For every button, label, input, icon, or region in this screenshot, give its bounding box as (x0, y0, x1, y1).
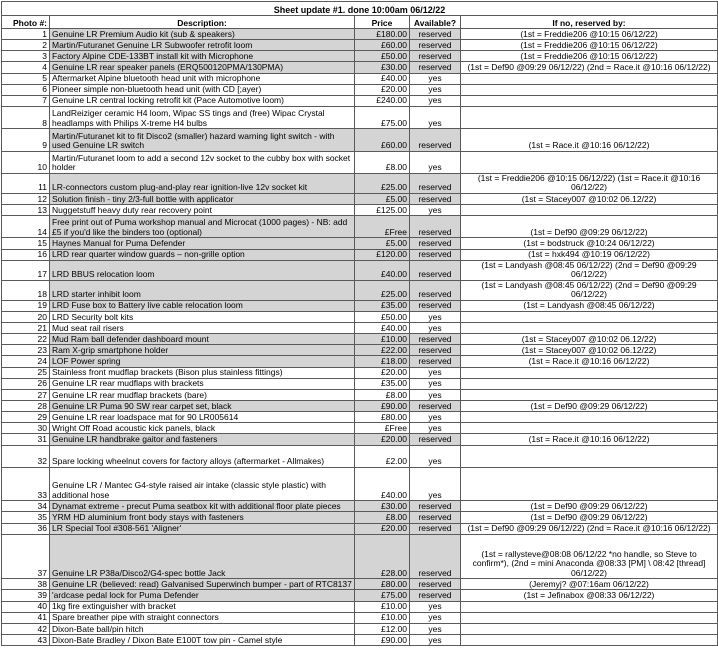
photo-number-cell: 15 (2, 238, 50, 249)
table-row (2, 534, 718, 579)
photo-number-cell: 11 (2, 173, 50, 193)
header-description: Description: (50, 16, 355, 29)
price-cell: £10.00 (355, 612, 410, 623)
description-cell: Martin/Futuranet kit to fit Disco2 (smaller) hazard warning light switch - with used Genuine LR switch (50, 129, 355, 151)
price-cell: £60.00 (355, 129, 410, 151)
photo-number-cell: 34 (2, 501, 50, 512)
reserved-by-cell (461, 612, 718, 623)
description-cell: Genuine LR Puma 90 SW rear carpet set, black (50, 401, 355, 412)
photo-number-cell: 21 (2, 323, 50, 334)
available-cell: yes (410, 151, 461, 173)
reserved-by-cell: (1st = Def90 @09:29 06/12/22) (461, 401, 718, 412)
reserved-by-cell (461, 205, 718, 216)
available-cell: reserved (410, 512, 461, 523)
description-cell: Nuggetstuff heavy duty rear recovery point (50, 205, 355, 216)
reserved-by-cell (461, 106, 718, 128)
photo-number-cell: 43 (2, 635, 50, 646)
available-cell: reserved (410, 590, 461, 601)
table-row (2, 579, 718, 590)
available-cell: reserved (410, 401, 461, 412)
photo-number-cell: 37 (2, 534, 50, 579)
price-cell: £40.00 (355, 467, 410, 500)
table-row (2, 356, 718, 367)
photo-number-cell: 26 (2, 378, 50, 389)
price-cell: £18.00 (355, 356, 410, 367)
description-cell: Spare breather pipe with straight connectors (50, 612, 355, 623)
available-cell: yes (410, 323, 461, 334)
photo-number-cell: 38 (2, 579, 50, 590)
description-cell: Genuine LR rear mudflap brackets (bare) (50, 389, 355, 400)
table-row (2, 590, 718, 601)
description-cell: LOF Power spring (50, 356, 355, 367)
description-cell: Wright Off Road acoustic kick panels, black (50, 423, 355, 434)
description-cell: Dynamat extreme - precut Puma seatbox kit with additional floor plate pieces (50, 501, 355, 512)
available-cell: yes (410, 84, 461, 95)
description-cell: Pioneer simple non-bluetooth head unit (with CD [;ayer) (50, 84, 355, 95)
price-cell: £75.00 (355, 106, 410, 128)
description-cell: Mud Ram ball defender dashboard mount (50, 334, 355, 345)
photo-number-cell: 42 (2, 623, 50, 634)
photo-number-cell: 9 (2, 129, 50, 151)
description-cell: LRD BBUS relocation loom (50, 260, 355, 280)
available-cell: yes (410, 412, 461, 423)
reserved-by-cell (461, 73, 718, 84)
table-row (2, 73, 718, 84)
description-cell: Genuine LR rear mudflaps with brackets (50, 378, 355, 389)
table-row (2, 280, 718, 300)
price-cell: £50.00 (355, 51, 410, 62)
reserved-by-cell: (1st = rallysteve@08:08 06/12/22 *no handle, so Steve to confirm*), (2nd = mini Anaconda @08:33 [PM] \ 08:42 [thread] 06/12/22) (461, 534, 718, 579)
table-row (2, 412, 718, 423)
reserved-by-cell: (1st = Def90 @09:29 06/12/22) (2nd = Race.it @10:16 06/12/22) (461, 523, 718, 534)
available-cell: yes (410, 73, 461, 84)
description-cell: LRD Fuse box to Battery live cable relocation loom (50, 300, 355, 311)
available-cell: reserved (410, 334, 461, 345)
table-row (2, 51, 718, 62)
description-cell: Genuine LR rear speaker panels (ERQ500120PMA/130PMA) (50, 62, 355, 73)
description-cell: Martin/Futuranet Genuine LR Subwoofer retrofit loom (50, 40, 355, 51)
price-cell: £20.00 (355, 367, 410, 378)
available-cell: reserved (410, 280, 461, 300)
price-cell: £30.00 (355, 62, 410, 73)
reserved-by-cell (461, 601, 718, 612)
table-row (2, 523, 718, 534)
price-cell: £10.00 (355, 334, 410, 345)
photo-number-cell: 2 (2, 40, 50, 51)
available-cell: yes (410, 378, 461, 389)
price-cell: £120.00 (355, 249, 410, 260)
available-cell: reserved (410, 193, 461, 204)
available-cell: reserved (410, 260, 461, 280)
available-cell: reserved (410, 249, 461, 260)
reserved-by-cell: (1st = Race.it @10:16 06/12/22) (461, 356, 718, 367)
description-cell: Dixon-Bate Bradley / Dixon Bate E100T tow pin - Camel style (50, 635, 355, 646)
price-cell: £180.00 (355, 29, 410, 40)
price-cell: £Free (355, 216, 410, 238)
price-cell: £35.00 (355, 300, 410, 311)
reserved-by-cell: (1st = Landyash @08:45 06/12/22) (2nd = Def90 @09:29 06/12/22) (461, 260, 718, 280)
available-cell: reserved (410, 579, 461, 590)
items-spreadsheet (1, 1, 718, 646)
available-cell: reserved (410, 62, 461, 73)
price-cell: £8.00 (355, 389, 410, 400)
table-row (2, 300, 718, 311)
table-row (2, 84, 718, 95)
price-cell: £125.00 (355, 205, 410, 216)
price-cell: £20.00 (355, 434, 410, 445)
description-cell: Haynes Manual for Puma Defender (50, 238, 355, 249)
price-cell: £5.00 (355, 193, 410, 204)
table-row (2, 378, 718, 389)
description-cell: Genuine LR handbrake gaitor and fasteners (50, 434, 355, 445)
description-cell: LR Special Tool #308-561 'Aligner' (50, 523, 355, 534)
available-cell: reserved (410, 356, 461, 367)
price-cell: £60.00 (355, 40, 410, 51)
photo-number-cell: 5 (2, 73, 50, 84)
reserved-by-cell: (1st = Freddie206 @10:15 06/12/22) (461, 40, 718, 51)
available-cell: yes (410, 445, 461, 467)
reserved-by-cell (461, 445, 718, 467)
table-row (2, 601, 718, 612)
reserved-by-cell: (1st = Def90 @09:29 06/12/22) (461, 512, 718, 523)
reserved-by-cell: (1st = Freddie206 @10:15 06/12/22) (1st = Race.it @10:16 06/12/22) (461, 173, 718, 193)
reserved-by-cell (461, 378, 718, 389)
reserved-by-cell (461, 323, 718, 334)
photo-number-cell: 4 (2, 62, 50, 73)
table-body (2, 29, 718, 646)
reserved-by-cell: (1st = Stacey007 @10:02 06.12/22) (461, 334, 718, 345)
reserved-by-cell (461, 467, 718, 500)
description-cell: LR-connectors custom plug-and-play rear ignition-live 12v socket kit (50, 173, 355, 193)
table-row (2, 260, 718, 280)
reserved-by-cell (461, 389, 718, 400)
photo-number-cell: 10 (2, 151, 50, 173)
reserved-by-cell (461, 412, 718, 423)
table-row (2, 345, 718, 356)
sheet-title: Sheet update #1. done 10:00am 06/12/22 (2, 2, 718, 16)
available-cell: reserved (410, 523, 461, 534)
table-row (2, 193, 718, 204)
available-cell: yes (410, 423, 461, 434)
header-available: Available? (410, 16, 461, 29)
photo-number-cell: 29 (2, 412, 50, 423)
photo-number-cell: 31 (2, 434, 50, 445)
photo-number-cell: 25 (2, 367, 50, 378)
available-cell: reserved (410, 434, 461, 445)
reserved-by-cell (461, 623, 718, 634)
table-row (2, 129, 718, 151)
photo-number-cell: 22 (2, 334, 50, 345)
description-cell: Factory Alpine CDE-133BT install kit with Microphone (50, 51, 355, 62)
reserved-by-cell: (1st = hxk494 @10:19 06/12/22) (461, 249, 718, 260)
available-cell: reserved (410, 534, 461, 579)
description-cell: Dixon-Bate ball/pin hitch (50, 623, 355, 634)
price-cell: £50.00 (355, 311, 410, 322)
price-cell: £Free (355, 423, 410, 434)
price-cell: £12.00 (355, 623, 410, 634)
reserved-by-cell: (1st = Freddie206 @10:15 06/12/22) (461, 51, 718, 62)
price-cell: £25.00 (355, 280, 410, 300)
description-cell: Stainless front mudflap brackets (Bison plus stainless fittings) (50, 367, 355, 378)
header-price: Price (355, 16, 410, 29)
reserved-by-cell (461, 423, 718, 434)
table-row (2, 95, 718, 106)
photo-number-cell: 33 (2, 467, 50, 500)
available-cell: reserved (410, 501, 461, 512)
available-cell: yes (410, 311, 461, 322)
photo-number-cell: 3 (2, 51, 50, 62)
reserved-by-cell: (Jeremyj? @07:16am 06/12/22) (461, 579, 718, 590)
photo-number-cell: 30 (2, 423, 50, 434)
photo-number-cell: 7 (2, 95, 50, 106)
reserved-by-cell: (1st = bodstruck @10:24 06/12/22) (461, 238, 718, 249)
description-cell: Solution finish - tiny 2/3-full bottle with applicator (50, 193, 355, 204)
price-cell: £35.00 (355, 378, 410, 389)
reserved-by-cell: (1st = Freddie206 @10:15 06/12/22) (461, 29, 718, 40)
table-row (2, 635, 718, 646)
description-cell: Spare locking wheelnut covers for factory alloys (aftermarket - Allmakes) (50, 445, 355, 467)
available-cell: yes (410, 106, 461, 128)
photo-number-cell: 24 (2, 356, 50, 367)
table-row (2, 238, 718, 249)
table-row (2, 334, 718, 345)
price-cell: £80.00 (355, 412, 410, 423)
reserved-by-cell (461, 635, 718, 646)
available-cell: yes (410, 601, 461, 612)
reserved-by-cell: (1st = Landyash @08:45 06/12/22) (461, 300, 718, 311)
available-cell: reserved (410, 173, 461, 193)
table-row (2, 434, 718, 445)
description-cell: Aftermarket Alpine bluetooth head unit with microphone (50, 73, 355, 84)
reserved-by-cell (461, 95, 718, 106)
price-cell: £90.00 (355, 401, 410, 412)
table-row (2, 106, 718, 128)
header-row (2, 16, 718, 29)
description-cell: Mud seat rail risers (50, 323, 355, 334)
photo-number-cell: 23 (2, 345, 50, 356)
price-cell: £30.00 (355, 501, 410, 512)
price-cell: £240.00 (355, 95, 410, 106)
table-row (2, 173, 718, 193)
reserved-by-cell: (1st = Stacey007 @10:02 06.12/22) (461, 345, 718, 356)
table-row (2, 323, 718, 334)
photo-number-cell: 17 (2, 260, 50, 280)
description-cell: Martin/Futuranet loom to add a second 12v socket to the cubby box with socket holder (50, 151, 355, 173)
price-cell: £80.00 (355, 579, 410, 590)
table-row (2, 249, 718, 260)
reserved-by-cell (461, 311, 718, 322)
description-cell: Genuine LR (believed: read) Galvanised Superwinch bumper - part of RTC8137 (50, 579, 355, 590)
photo-number-cell: 6 (2, 84, 50, 95)
description-cell: Genuine LR rear loadspace mat for 90 LR005614 (50, 412, 355, 423)
price-cell: £40.00 (355, 73, 410, 84)
available-cell: reserved (410, 216, 461, 238)
table-row (2, 205, 718, 216)
reserved-by-cell: (1st = Jefinabox @08:33 06/12/22) (461, 590, 718, 601)
photo-number-cell: 27 (2, 389, 50, 400)
description-cell: Genuine LR P38a/Disco2/G4-spec bottle Jack (50, 534, 355, 579)
price-cell: £20.00 (355, 84, 410, 95)
price-cell: £2.00 (355, 445, 410, 467)
available-cell: yes (410, 612, 461, 623)
available-cell: reserved (410, 345, 461, 356)
description-cell: Genuine LR / Mantec G4-style raised air intake (classic style plastic) with additional hose (50, 467, 355, 500)
reserved-by-cell: (1st = Race.it @10:16 06/12/22) (461, 129, 718, 151)
photo-number-cell: 1 (2, 29, 50, 40)
available-cell: reserved (410, 51, 461, 62)
table-row (2, 29, 718, 40)
description-cell: Genuine LR Premium Audio kit (sub & speakers) (50, 29, 355, 40)
price-cell: £40.00 (355, 260, 410, 280)
description-cell: LRD starter inhibit loom (50, 280, 355, 300)
description-cell: Genuine LR central locking retrofit kit (Pace Automotive loom) (50, 95, 355, 106)
description-cell: 'ardcase pedal lock for Puma Defender (50, 590, 355, 601)
price-cell: £75.00 (355, 590, 410, 601)
photo-number-cell: 36 (2, 523, 50, 534)
photo-number-cell: 16 (2, 249, 50, 260)
photo-number-cell: 28 (2, 401, 50, 412)
table-row (2, 367, 718, 378)
header-photo-number: Photo #: (2, 16, 50, 29)
photo-number-cell: 35 (2, 512, 50, 523)
price-cell: £25.00 (355, 173, 410, 193)
reserved-by-cell (461, 151, 718, 173)
table-row (2, 401, 718, 412)
photo-number-cell: 32 (2, 445, 50, 467)
price-cell: £20.00 (355, 523, 410, 534)
header-reserved-by: If no, reserved by: (461, 16, 718, 29)
price-cell: £22.00 (355, 345, 410, 356)
description-cell: YRM HD aluminium front body stays with fasteners (50, 512, 355, 523)
table-row (2, 216, 718, 238)
photo-number-cell: 14 (2, 216, 50, 238)
available-cell: reserved (410, 238, 461, 249)
photo-number-cell: 12 (2, 193, 50, 204)
reserved-by-cell: (1st = Def90 @09:29 06/12/22) (2nd = Race.it @10:16 06/12/22) (461, 62, 718, 73)
table-row (2, 467, 718, 500)
available-cell: reserved (410, 300, 461, 311)
photo-number-cell: 41 (2, 612, 50, 623)
table-row (2, 311, 718, 322)
photo-number-cell: 8 (2, 106, 50, 128)
table-row (2, 151, 718, 173)
description-cell: Ram X-grip smartphone holder (50, 345, 355, 356)
photo-number-cell: 40 (2, 601, 50, 612)
table-row (2, 389, 718, 400)
reserved-by-cell (461, 84, 718, 95)
available-cell: reserved (410, 29, 461, 40)
photo-number-cell: 20 (2, 311, 50, 322)
table-row (2, 501, 718, 512)
available-cell: reserved (410, 129, 461, 151)
available-cell: yes (410, 467, 461, 500)
reserved-by-cell: (1st = Def90 @09:29 06/12/22) (461, 216, 718, 238)
reserved-by-cell: (1st = Def90 @09:29 06/12/22) (461, 501, 718, 512)
price-cell: £28.00 (355, 534, 410, 579)
table-row (2, 40, 718, 51)
photo-number-cell: 13 (2, 205, 50, 216)
price-cell: £5.00 (355, 238, 410, 249)
available-cell: yes (410, 205, 461, 216)
price-cell: £40.00 (355, 323, 410, 334)
table-row (2, 62, 718, 73)
reserved-by-cell: (1st = Stacey007 @10:02 06.12/22) (461, 193, 718, 204)
description-cell: 1kg fire extinguisher with bracket (50, 601, 355, 612)
table-row (2, 423, 718, 434)
photo-number-cell: 19 (2, 300, 50, 311)
table-row (2, 623, 718, 634)
photo-number-cell: 18 (2, 280, 50, 300)
available-cell: yes (410, 389, 461, 400)
table-row (2, 512, 718, 523)
price-cell: £90.00 (355, 635, 410, 646)
available-cell: yes (410, 623, 461, 634)
available-cell: yes (410, 95, 461, 106)
available-cell: reserved (410, 40, 461, 51)
photo-number-cell: 39 (2, 590, 50, 601)
description-cell: Free print out of Puma workshop manual and Microcat (1000 pages) - NB: add £5 if you'd like the binders too (optional) (50, 216, 355, 238)
available-cell: yes (410, 635, 461, 646)
reserved-by-cell: (1st = Landyash @08:45 06/12/22) (2nd = Def90 @09:29 06/12/22) (461, 280, 718, 300)
description-cell: LandReiziger ceramic H4 loom, Wipac SS tings and (free) Wipac Crystal headlamps with Philips X-treme H4 bulbs (50, 106, 355, 128)
table-row (2, 612, 718, 623)
available-cell: yes (410, 367, 461, 378)
price-cell: £10.00 (355, 601, 410, 612)
description-cell: LRD Security bolt kits (50, 311, 355, 322)
price-cell: £8.00 (355, 512, 410, 523)
reserved-by-cell: (1st = Race.it @10:16 06/12/22) (461, 434, 718, 445)
table-row (2, 445, 718, 467)
description-cell: LRD rear quarter window guards – non-grille option (50, 249, 355, 260)
reserved-by-cell (461, 367, 718, 378)
price-cell: £8.00 (355, 151, 410, 173)
